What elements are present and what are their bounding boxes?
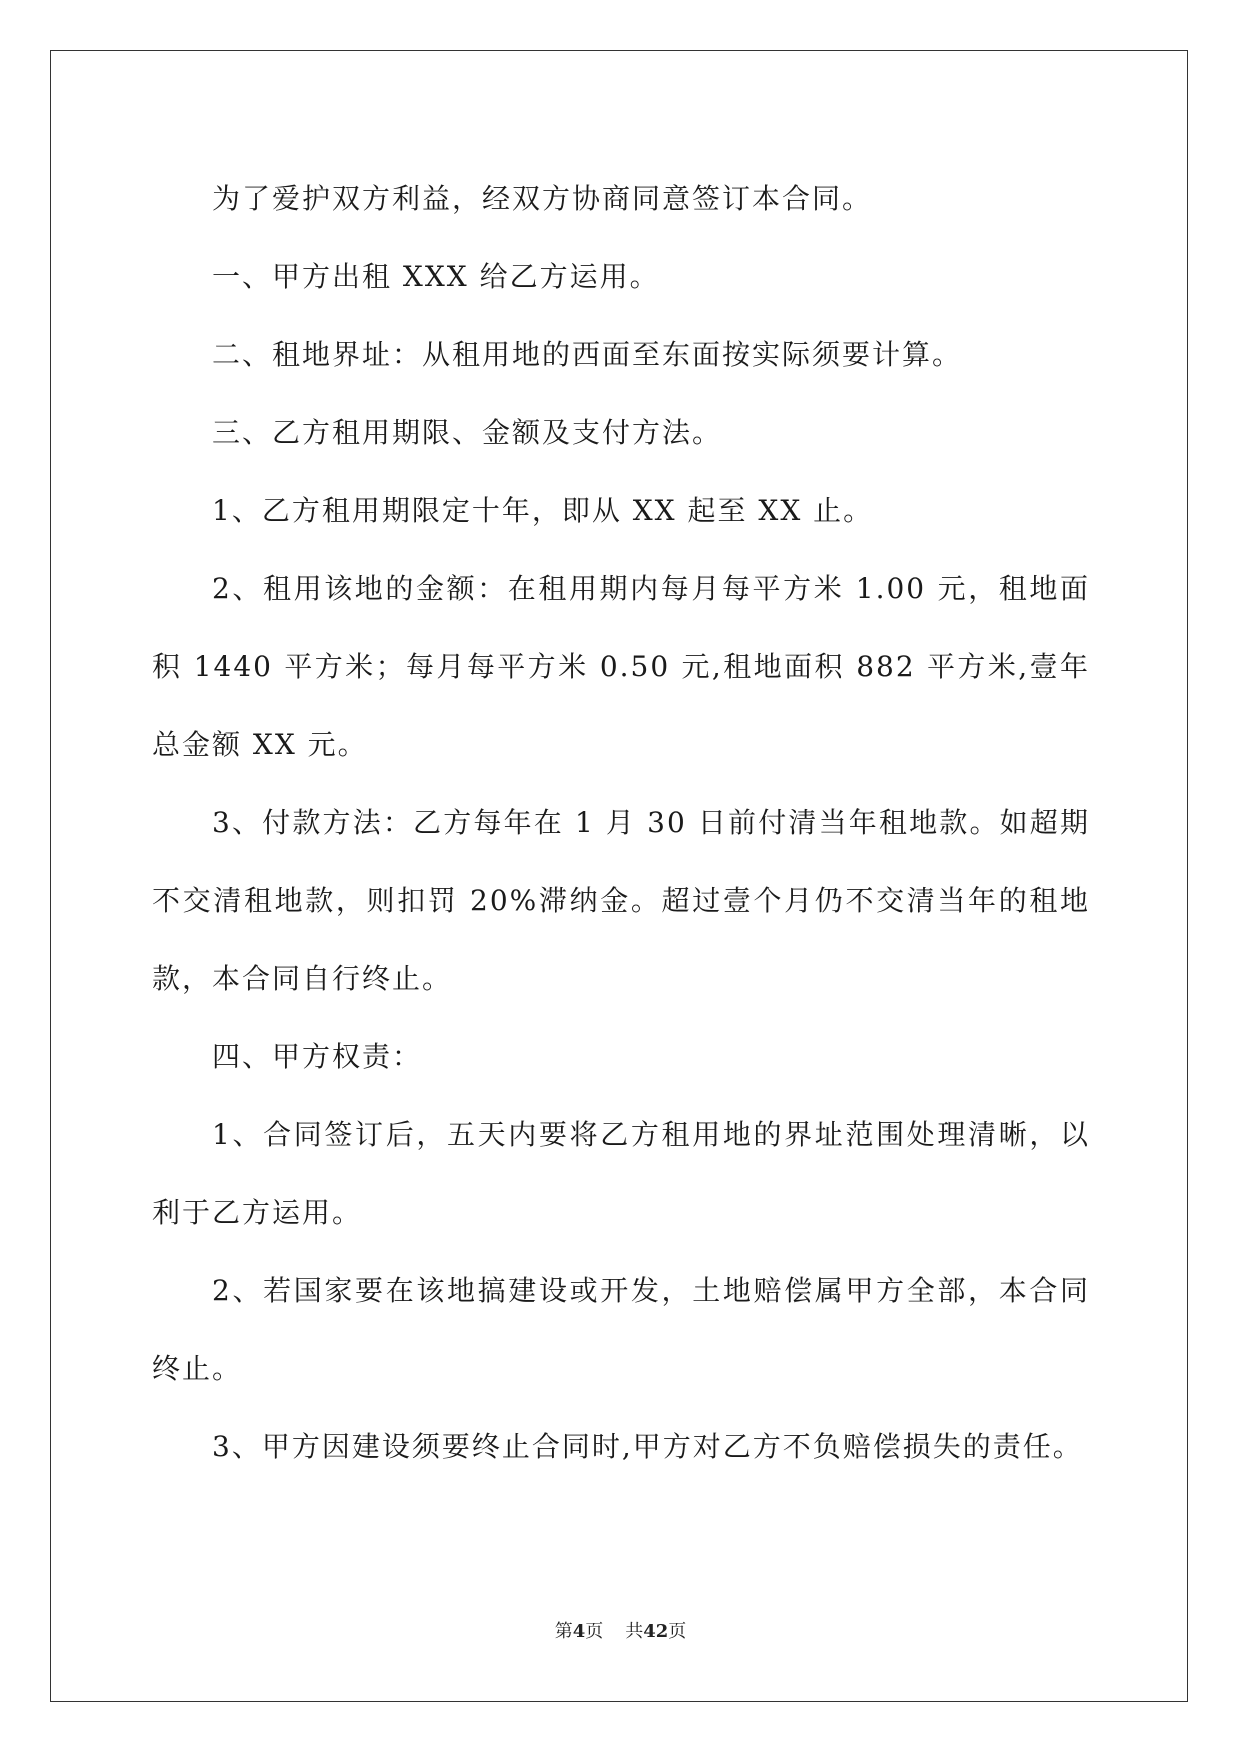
clause-1: 一、甲方出租 XXX 给乙方运用。 <box>212 260 660 293</box>
total-pages: 42 <box>643 1621 669 1642</box>
clause-2: 二、租地界址：从租用地的西面至东面按实际须要计算。 <box>212 338 963 371</box>
clause-4-item-1: 1、合同签订后，五天内要将乙方租用地的界址范围处理清晰，以利于乙方运用。 <box>152 1118 1090 1229</box>
total-prefix: 共 <box>625 1621 644 1642</box>
clause-4-item-2: 2、若国家要在该地搞建设或开发，土地赔偿属甲方全部，本合同终止。 <box>152 1274 1090 1385</box>
page-prefix: 第 <box>554 1621 573 1642</box>
clause-3: 三、乙方租用期限、金额及支付方法。 <box>212 416 723 449</box>
clause-3-item-3: 3、付款方法：乙方每年在 1 月 30 日前付清当年租地款。如超期不交清租地款，则扣罚 20%滞纳金。超过壹个月仍不交清当年的租地款，本合同自行终止。 <box>152 806 1090 995</box>
clause-4: 四、甲方权责： <box>212 1040 423 1073</box>
total-suffix: 页 <box>668 1621 687 1642</box>
clause-3-item-2: 2、租用该地的金额：在租用期内每月每平方米 1.00 元，租地面积 1440 平方米；每月每平方米 0.50 元,租地面积 882 平方米,壹年总金额 XX 元。 <box>152 572 1090 761</box>
page-number: 4 <box>572 1621 586 1642</box>
page-footer <box>0 1617 1241 1643</box>
paragraph-intro: 为了爱护双方利益，经双方协商同意签订本合同。 <box>212 182 873 215</box>
page-suffix: 页 <box>585 1621 604 1642</box>
clause-4-item-3: 3、甲方因建设须要终止合同时,甲方对乙方不负赔偿损失的责任。 <box>212 1430 1083 1463</box>
document-body <box>152 160 1090 1486</box>
clause-3-item-1: 1、乙方租用期限定十年，即从 XX 起至 XX 止。 <box>212 494 874 527</box>
